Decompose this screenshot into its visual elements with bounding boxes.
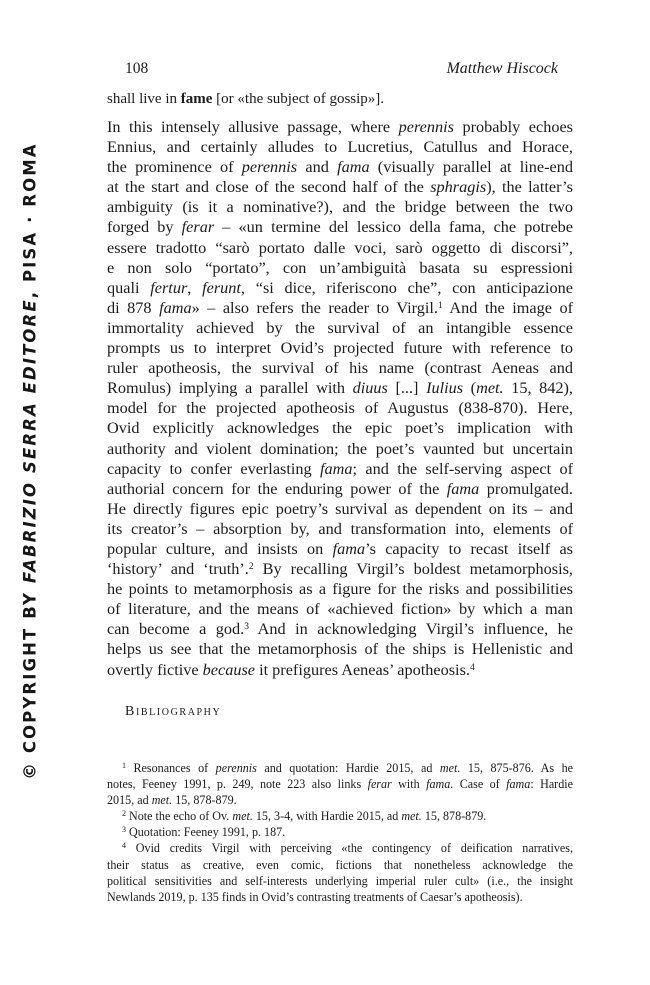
- footnote-line: $^3$ Quotation: Feeney 1991, p. 187.: [122, 825, 286, 840]
- paragraph-line: prompts us to interpret Ovid’s projected future with reference to: [107, 339, 573, 358]
- paragraph-line: authority and violent domination; the poet’s vaunted but uncertain: [107, 439, 573, 458]
- page-header: [107, 60, 558, 82]
- footnotes: [107, 760, 573, 905]
- footnote-line: $^1$ Resonances of perennis and quotation: Hardie 2015, ad met. 15, 875-876. As he: [122, 761, 573, 775]
- watermark-suffix: , PISA · ROMA: [20, 142, 40, 299]
- footnote-line: notes, Feeney 1991, p. 249, note 223 also links ferar with fama. Case of fama: Hardie: [107, 777, 573, 792]
- paragraph-line: he points to metamorphosis as a figure for the risks and possibilities: [107, 580, 573, 599]
- footnote-line: $^4$ Ovid credits Virgil with perceiving «the contingency of deification narratives,: [122, 841, 573, 856]
- paragraph-line: popular culture, and insists on fama’s capacity to recast itself as: [107, 539, 574, 558]
- footnote-line: Newlands 2019, p. 135 finds in Ovid’s contrasting treatments of Caesar’s apotheosis).: [107, 889, 523, 904]
- paragraph-line: forged by ferar – «un termine del lessico della fama, che potrebe: [107, 218, 574, 237]
- paragraph-line: immortality achieved by the survival of an intangible essence: [107, 318, 573, 337]
- watermark-publisher: FABRIZIO SERRA EDITORE: [20, 298, 40, 584]
- paragraph-line: can become a god.$^3$ And in acknowledging Virgil’s influence, he: [107, 620, 573, 639]
- footnote-line: political sensitivities and self-interests underlying imperial ruler cult» (i.e., the insight: [107, 873, 573, 888]
- paragraph-line: He directly figures epic poetry’s survival as dependent on its – and: [107, 499, 573, 518]
- paragraph-line: model for the projected apotheosis of Augustus (838-870). Here,: [107, 399, 573, 418]
- paragraph-line: its creator’s – absorption by, and transformation into, elements of: [107, 519, 573, 538]
- copyright-watermark: [21, 142, 40, 779]
- paragraph-line: authorial concern for the enduring power of the fama promulgated.: [107, 479, 573, 498]
- continued-line-bold: fame: [180, 91, 213, 107]
- paragraph-line: di 878 fama» – also refers the reader to Virgil.$^1$ And the image of: [107, 298, 574, 317]
- section-heading: Bibliography: [125, 704, 222, 719]
- paragraph-line: Romulus) implying a parallel with diuus [...] Iulius (met. 15, 842),: [107, 379, 573, 398]
- paragraph-line: ruler apotheosis, the survival of his name (contrast Aeneas and: [107, 359, 573, 378]
- continued-line: [107, 89, 384, 109]
- paragraph-line: ambiguity (is it a nominative?), and the bridge between the two: [107, 198, 573, 217]
- continued-line-start: shall live in: [107, 91, 181, 107]
- paragraph-line: helps us see that the metamorphosis of the ships is Hellenistic and: [107, 640, 573, 659]
- running-head-author: Matthew Hiscock: [446, 60, 558, 77]
- page-number: 108: [125, 60, 149, 77]
- paragraph-line: overtly fictive because it prefigures Aeneas’ apotheosis.$^4$: [107, 660, 475, 679]
- paragraph-line: at the start and close of the second half of the sphragis), the latter’s: [107, 178, 573, 197]
- main-paragraph: [107, 117, 573, 680]
- paragraph-line: In this intensely allusive passage, where perennis probably echoes: [107, 118, 573, 136]
- footnote-line: their status as creative, even comic, fictions that nonetheless acknowledge the: [107, 857, 573, 872]
- paragraph-line: of literature, and the means of «achieved fiction» by which a man: [107, 600, 573, 619]
- paragraph-line: Ovid explicitly acknowledges the epic poet’s implication with: [107, 419, 573, 438]
- paragraph-line: the prominence of perennis and fama (visually parallel at line-end: [107, 158, 574, 177]
- footnote-line: $^2$ Note the echo of Ov. met. 15, 3-4, with Hardie 2015, ad met. 15, 878-879.: [122, 809, 487, 824]
- paragraph-line: essere tradotto “sarò portato dalle voci, sarò oggetto di discorsi”,: [107, 238, 573, 257]
- paragraph-line: capacity to confer everlasting fama; and the self-serving aspect of: [107, 459, 573, 478]
- paragraph-line: Ennius, and certainly alludes to Lucretius, Catullus and Horace,: [107, 138, 573, 157]
- footnote-line: 2015, ad met. 15, 878-879.: [107, 793, 237, 808]
- continued-line-end: [or «the subject of gossip»].: [212, 91, 385, 107]
- paragraph-line: quali fertur, ferunt, “si dice, riferiscono che”, con anticipazione: [107, 278, 573, 297]
- paragraph-line: ‘history’ and ‘truth’.$^2$ By recalling Virgil’s boldest metamorphosis,: [107, 560, 573, 579]
- watermark-prefix: © COPYRIGHT BY: [20, 583, 40, 780]
- paragraph-line: e non solo “portato”, con un’ambiguità basata su espressioni: [107, 258, 573, 277]
